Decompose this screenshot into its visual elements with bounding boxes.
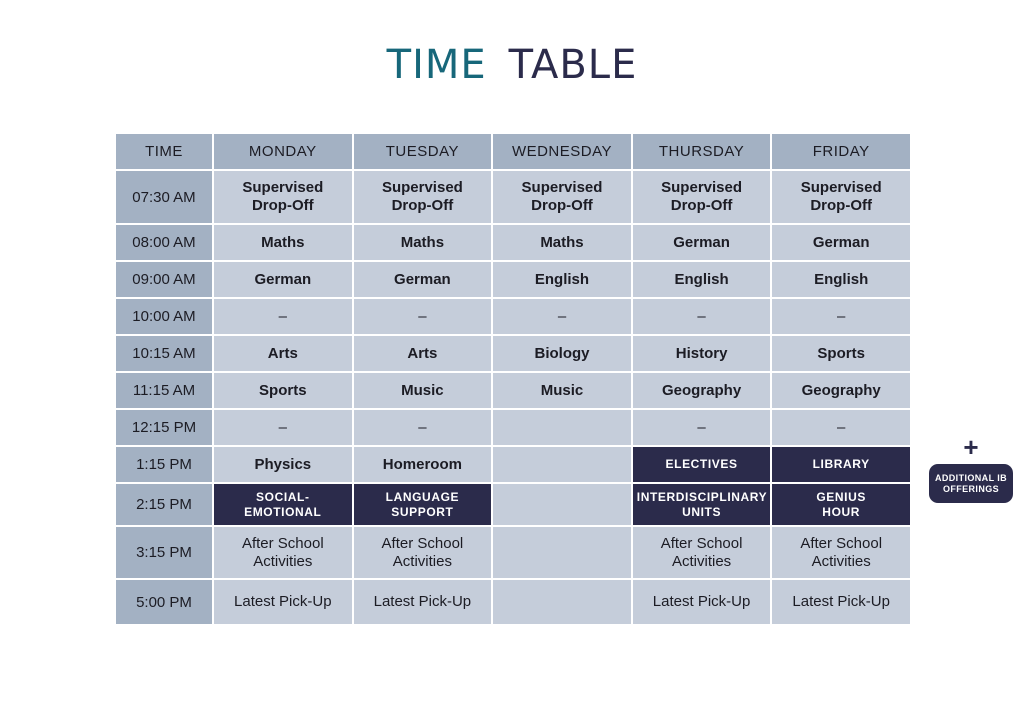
header-wednesday: WEDNESDAY (492, 133, 632, 170)
header-thursday: THURSDAY (632, 133, 772, 170)
time-cell: 09:00 AM (115, 261, 213, 298)
schedule-cell-text: After School Activities (800, 534, 883, 570)
table-row (115, 170, 911, 224)
time-cell: 12:15 PM (115, 409, 213, 446)
schedule-cell (632, 335, 772, 372)
schedule-cell-text: – (837, 418, 846, 436)
schedule-cell (632, 224, 772, 261)
schedule-cell-text: German (254, 270, 312, 288)
schedule-cell (492, 579, 632, 625)
schedule-cell (771, 446, 911, 483)
table-row (115, 298, 911, 335)
page-title (0, 42, 1024, 88)
schedule-cell (353, 335, 493, 372)
schedule-cell-text: Latest Pick-Up (234, 593, 332, 610)
schedule-cell (492, 483, 632, 526)
schedule-cell-text: GENIUS HOUR (816, 489, 866, 519)
schedule-cell (771, 409, 911, 446)
schedule-cell-text: INTERDISCIPLINARY UNITS (636, 489, 768, 519)
schedule-cell (632, 579, 772, 625)
schedule-cell (213, 224, 353, 261)
schedule-cell (632, 298, 772, 335)
schedule-cell (771, 224, 911, 261)
schedule-cell (632, 170, 772, 224)
schedule-cell (632, 446, 772, 483)
schedule-cell-text: Music (540, 381, 584, 399)
schedule-cell-text: Supervised Drop-Off (242, 179, 324, 214)
schedule-cell (492, 526, 632, 579)
schedule-cell-text: – (837, 307, 846, 325)
schedule-cell (353, 409, 493, 446)
schedule-cell-text: Sports (817, 344, 865, 362)
header-time: TIME (115, 133, 213, 170)
schedule-cell-text: – (418, 418, 427, 436)
schedule-cell (353, 579, 493, 625)
schedule-cell (632, 526, 772, 579)
header-tuesday: TUESDAY (353, 133, 493, 170)
schedule-cell-text: Supervised Drop-Off (800, 179, 882, 214)
schedule-cell (353, 526, 493, 579)
table-row (115, 446, 911, 483)
time-cell: 2:15 PM (115, 483, 213, 526)
schedule-cell (771, 170, 911, 224)
schedule-cell-text: After School Activities (241, 534, 324, 570)
schedule-cell-text: Maths (400, 233, 445, 251)
schedule-cell-text: Latest Pick-Up (373, 593, 472, 610)
schedule-cell (492, 261, 632, 298)
schedule-cell (213, 526, 353, 579)
schedule-cell-text: English (674, 270, 729, 288)
schedule-cell (353, 446, 493, 483)
schedule-cell (353, 170, 493, 224)
table-row (115, 579, 911, 625)
table-row (115, 335, 911, 372)
schedule-cell-text: Supervised Drop-Off (661, 179, 743, 214)
table-row (115, 483, 911, 526)
time-cell: 11:15 AM (115, 372, 213, 409)
schedule-cell (213, 298, 353, 335)
schedule-cell (632, 409, 772, 446)
schedule-cell (771, 335, 911, 372)
schedule-cell-text: Latest Pick-Up (792, 593, 890, 610)
title-part-time: TIME (386, 42, 487, 88)
schedule-cell-text: Supervised Drop-Off (521, 179, 603, 214)
schedule-cell (213, 483, 353, 526)
schedule-cell (632, 483, 772, 526)
table-row (115, 261, 911, 298)
schedule-cell-text: After School Activities (381, 534, 464, 570)
schedule-cell (213, 446, 353, 483)
schedule-cell (771, 579, 911, 625)
schedule-cell (492, 298, 632, 335)
title-part-table: TABLE (508, 42, 638, 88)
schedule-cell (213, 170, 353, 224)
schedule-cell-text: Homeroom (382, 455, 462, 473)
schedule-cell (771, 261, 911, 298)
schedule-cell (353, 372, 493, 409)
schedule-cell (492, 446, 632, 483)
schedule-cell (353, 224, 493, 261)
schedule-cell-text: German (673, 233, 730, 251)
time-cell: 5:00 PM (115, 579, 213, 625)
schedule-cell-text: English (814, 270, 869, 288)
time-cell: 10:15 AM (115, 335, 213, 372)
header-friday: FRIDAY (771, 133, 911, 170)
schedule-cell-text: – (418, 307, 427, 325)
schedule-cell (492, 372, 632, 409)
schedule-cell (632, 261, 772, 298)
schedule-cell-text: SOCIAL- EMOTIONAL (244, 489, 322, 519)
schedule-cell (353, 261, 493, 298)
schedule-cell-text: German (394, 270, 451, 288)
schedule-cell-text: – (278, 418, 287, 436)
schedule-cell-text: Supervised Drop-Off (381, 179, 463, 214)
schedule-cell-text: History (675, 344, 728, 362)
plus-icon: + (963, 432, 979, 462)
schedule-cell (771, 526, 911, 579)
table-row (115, 372, 911, 409)
schedule-cell (771, 372, 911, 409)
schedule-cell-text: Latest Pick-Up (652, 593, 751, 610)
schedule-cell-text: English (534, 270, 590, 288)
schedule-cell-text: German (812, 233, 870, 251)
timetable (114, 132, 912, 626)
schedule-cell (771, 298, 911, 335)
table-row (115, 409, 911, 446)
schedule-cell (492, 170, 632, 224)
schedule-cell-text: – (557, 307, 567, 325)
schedule-cell (492, 335, 632, 372)
schedule-cell-text: Physics (254, 455, 312, 473)
schedule-cell (213, 261, 353, 298)
schedule-cell-text: Geography (801, 381, 881, 399)
schedule-cell (771, 483, 911, 526)
schedule-cell-text: Music (401, 381, 444, 399)
schedule-cell-text: Biology (534, 344, 590, 362)
schedule-cell (492, 409, 632, 446)
schedule-cell (492, 224, 632, 261)
header-monday: MONDAY (213, 133, 353, 170)
time-cell: 1:15 PM (115, 446, 213, 483)
time-cell: 3:15 PM (115, 526, 213, 579)
schedule-cell-text: Geography (661, 381, 742, 399)
additional-ib-offerings-badge: ADDITIONAL IB OFFERINGS (929, 464, 1013, 503)
schedule-cell-text: Maths (540, 233, 584, 251)
schedule-cell-text: Maths (261, 233, 305, 251)
schedule-cell-text: LIBRARY (812, 457, 870, 471)
schedule-cell (213, 372, 353, 409)
schedule-cell (213, 409, 353, 446)
schedule-cell-text: ELECTIVES (665, 457, 738, 471)
schedule-cell-text: LANGUAGE SUPPORT (385, 489, 460, 519)
time-cell: 10:00 AM (115, 298, 213, 335)
schedule-cell (213, 579, 353, 625)
table-row (115, 224, 911, 261)
schedule-cell (632, 372, 772, 409)
schedule-cell (353, 483, 493, 526)
schedule-cell (353, 298, 493, 335)
schedule-cell-text: Arts (407, 344, 438, 362)
header-row (115, 133, 911, 170)
schedule-cell-text: After School Activities (660, 534, 743, 570)
time-cell: 07:30 AM (115, 170, 213, 224)
schedule-cell (213, 335, 353, 372)
schedule-cell-text: – (697, 418, 706, 436)
schedule-cell-text: – (697, 307, 706, 325)
schedule-cell-text: – (278, 307, 287, 325)
schedule-cell-text: Sports (259, 381, 307, 399)
table-row (115, 526, 911, 579)
time-cell: 08:00 AM (115, 224, 213, 261)
schedule-cell-text: Arts (267, 344, 298, 362)
